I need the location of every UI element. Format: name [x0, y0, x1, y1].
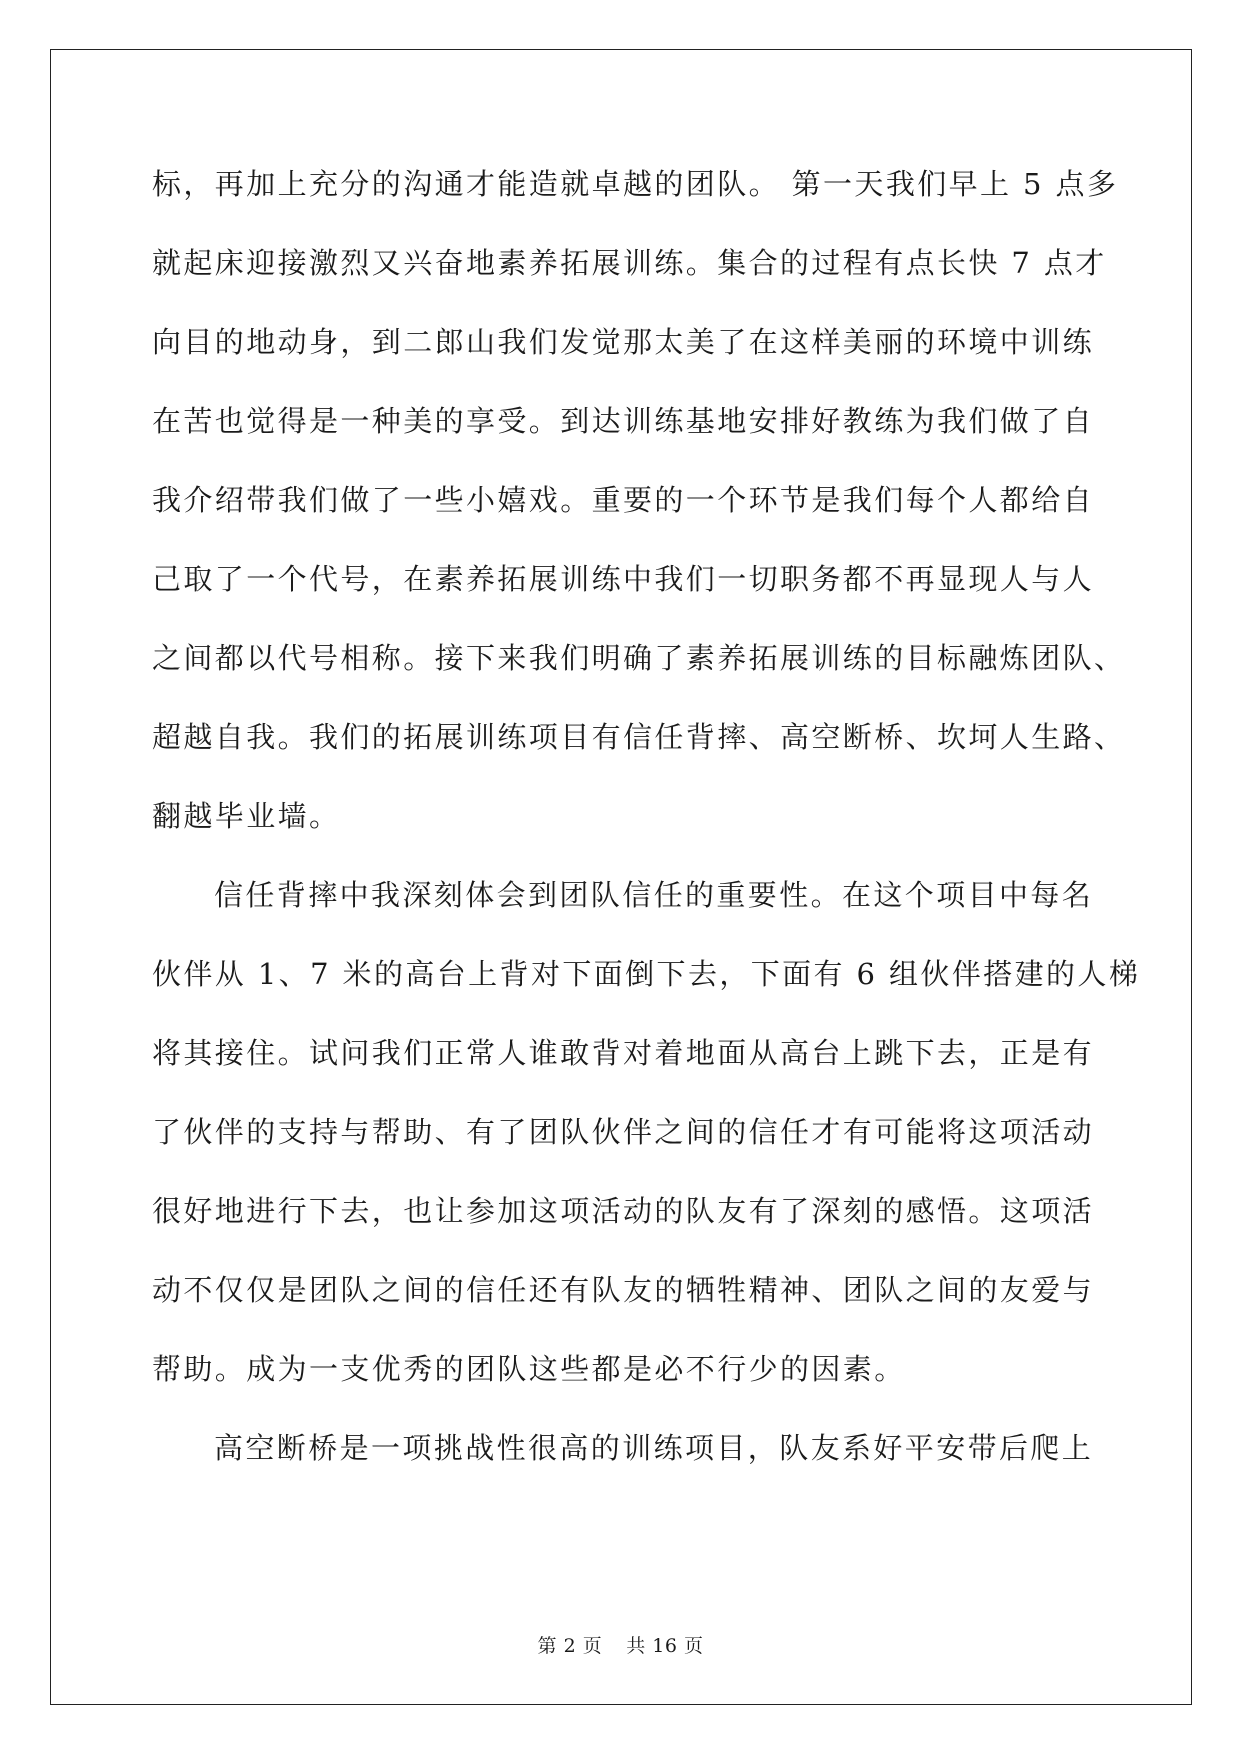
body-text	[152, 163, 1141, 1506]
text-line: 帮助。成为一支优秀的团队这些都是必不行少的因素。	[152, 1352, 906, 1386]
text-line: 动不仅仅是团队之间的信任还有队友的牺牲精神、团队之间的友爱与	[152, 1273, 1095, 1307]
text-line: 己取了一个代号，在素养拓展训练中我们一切职务都不再显现人与人	[152, 562, 1095, 596]
text-line: 我介绍带我们做了一些小嬉戏。重要的一个环节是我们每个人都给自	[152, 483, 1095, 517]
page-footer	[0, 1631, 1241, 1658]
text-line: 了伙伴的支持与帮助、有了团队伙伴之间的信任才有可能将这项活动	[152, 1115, 1095, 1149]
text-line: 就起床迎接激烈又兴奋地素养拓展训练。集合的过程有点长快 7 点才	[152, 246, 1107, 280]
text-line: 之间都以代号相称。接下来我们明确了素养拓展训练的目标融炼团队、	[152, 641, 1126, 675]
paragraph-first-line: 高空断桥是一项挑战性很高的训练项目，队友系好平安带后爬上	[214, 1431, 1094, 1465]
text-line: 在苦也觉得是一种美的享受。到达训练基地安排好教练为我们做了自	[152, 404, 1095, 438]
page-total: 共 16 页	[626, 1635, 704, 1657]
text-line: 超越自我。我们的拓展训练项目有信任背摔、高空断桥、坎坷人生路、	[152, 720, 1126, 754]
text-line: 很好地进行下去，也让参加这项活动的队友有了深刻的感悟。这项活	[152, 1194, 1095, 1228]
text-line: 标，再加上充分的沟通才能造就卓越的团队。 第一天我们早上 5 点多	[152, 167, 1119, 201]
paragraph-first-line: 信任背摔中我深刻体会到团队信任的重要性。在这个项目中每名	[214, 878, 1094, 912]
text-line: 翻越毕业墙。	[152, 799, 341, 833]
text-line: 伙伴从 1、7 米的高台上背对下面倒下去，下面有 6 组伙伴搭建的人梯	[152, 957, 1141, 991]
page-number: 第 2 页	[537, 1635, 603, 1657]
text-line: 向目的地动身，到二郎山我们发觉那太美了在这样美丽的环境中训练	[152, 325, 1095, 359]
text-line: 将其接住。试问我们正常人谁敢背对着地面从高台上跳下去，正是有	[152, 1036, 1095, 1070]
